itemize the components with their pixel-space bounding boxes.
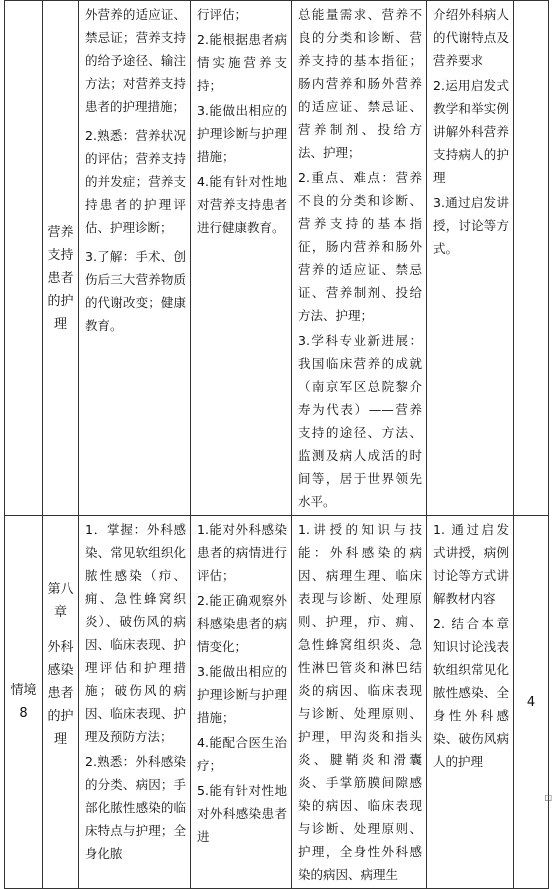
method-item: 介绍外科病人的代谢特点及营养要求 (433, 7, 509, 68)
knowledge-item: 1．掌握：外科感染、常见软组织化脓性感染（疖、痈、急性蜂窝织炎）、破伤风的病因、临床表现、护理评估和护理措施；破伤风的病因、临床表现、护理及预防方法； (85, 522, 186, 744)
knowledge-item: 3.了解：手术、创伤后三大营养物质的代谢改变；健康教育。 (85, 249, 186, 333)
method-item: 3.通过启发讲授，讨论等方式。 (433, 195, 509, 256)
ability-item: 1.能对外科感染患者的病情进行评估； (197, 522, 287, 583)
chapter-cell (43, 516, 79, 889)
content-item: 1.讲授的知识与技能：外科感染的病因、病理生理、临床表现与诊断、处理原则、护理，疖、痈、急性蜂窝组织炎、急性淋巴管炎和淋巴结炎的病因、临床表现与诊断、处理原则、护理，甲沟炎和指头炎、腱鞘炎和滑囊炎、手掌筋膜间隙感染的病因、临床表现与诊断、处理原则、护理，全身性外科感染的病因、病理生 (298, 522, 422, 882)
ability-item: 3.能做出相应的护理诊断与护理措施； (197, 103, 287, 164)
ability-item: 3.能做出相应的护理诊断与护理措施； (197, 664, 287, 725)
hours-cell (514, 516, 549, 889)
chapter-label: 第八章 (47, 582, 74, 620)
ability-cell (191, 1, 292, 516)
ability-item: 2.能正确观察外科感染患者的病情变化； (197, 593, 287, 654)
corner-mark: □ (544, 793, 552, 802)
method-item: 2. 结合本章知识讨论浅表软组织常见化脓性感染、全身性外科感染、破伤风病人的护理 (433, 616, 509, 769)
knowledge-cell (79, 516, 191, 889)
scenario-cell (5, 516, 43, 889)
curriculum-table (4, 0, 549, 889)
method-cell (427, 516, 514, 889)
content-item: 3.学科专业新进展：我国临床营养的成就（南京军区总院黎介寿为代表）——营养支持的途径、方法、监测及病人成活的时间等，居于世界领先水平。 (298, 333, 422, 509)
ability-item: 4.能配合医生治疗； (197, 735, 287, 773)
table-row (5, 516, 549, 889)
scenario-label: 情境8 (10, 683, 37, 721)
ability-item: 2.能根据患者病情实施营养支持； (197, 32, 287, 93)
method-item: 2.运用启发式教学和举实例讲解外科营养支持病人的护理 (433, 78, 509, 185)
content-item: 总能量需求、营养不良的分类和诊断、营养支持的基本指征；肠内营养和肠外营养的适应证、禁忌证、营养制剂、投给方法、护理； (298, 7, 422, 160)
ability-cell (191, 516, 292, 889)
scenario-cell (5, 1, 43, 516)
chapter-name: 营养支持患者的护理 (47, 224, 74, 332)
ability-item: 5.能有针对性地对外科感染患者进 (197, 783, 287, 844)
hours-cell (514, 1, 549, 516)
knowledge-item: 2.熟悉：外科感染的分类、病因；手部化脓性感染的临床特点与护理；全身化脓 (85, 754, 186, 861)
chapter-name: 外科感染患者的护理 (47, 640, 74, 747)
table-row (5, 1, 549, 516)
content-cell (292, 516, 427, 889)
ability-item: 4.能有针对性地对营养支持患者进行健康教育。 (197, 174, 287, 235)
ability-item: 行评估； (197, 7, 248, 22)
method-cell (427, 1, 514, 516)
knowledge-item: 外营养的适应证、禁忌证；营养支持的给予途径、输注方法；对营养支持患者的护理措施； (85, 7, 186, 114)
content-cell (292, 1, 427, 516)
content-item: 2.重点、难点：营养不良的分类和诊断、营养支持的基本指征，肠内营养和肠外营养的适应证、禁忌证、营养制剂、投给方法、护理； (298, 170, 422, 323)
knowledge-cell (79, 1, 191, 516)
chapter-cell (43, 1, 79, 516)
knowledge-item: 2.熟悉：营养状况的评估；营养支持的并发症；营养支持患者的护理评估、护理诊断； (85, 128, 186, 235)
class-hours: 4 (526, 694, 536, 710)
method-item: 1. 通过启发式讲授，病例讨论等方式讲解教材内容 (433, 522, 509, 606)
